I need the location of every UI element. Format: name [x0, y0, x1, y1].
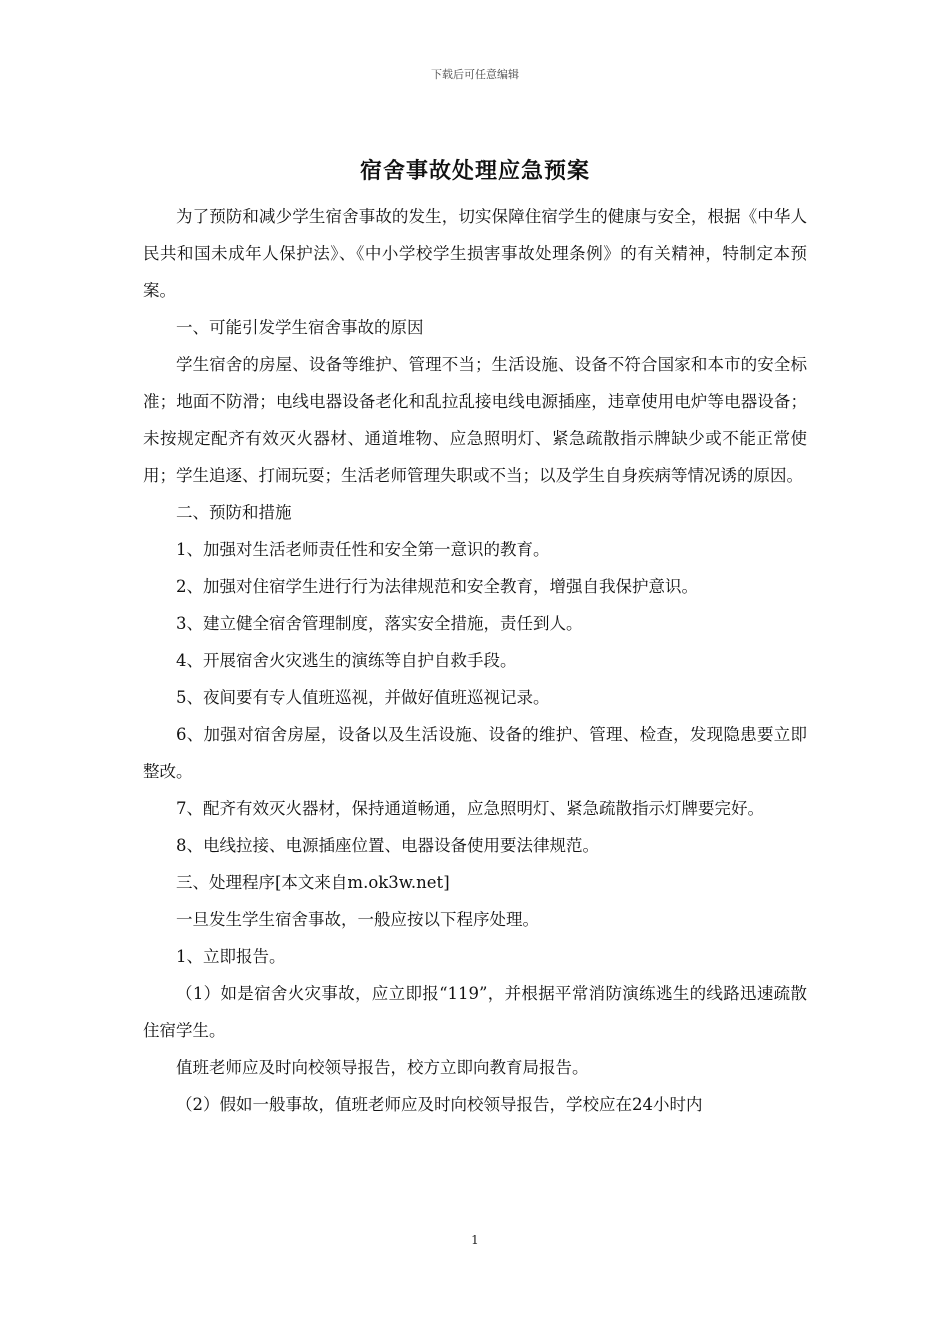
- document-body: [143, 198, 807, 1123]
- list-item: 3、建立健全宿舍管理制度，落实安全措施，责任到人。: [176, 614, 583, 633]
- section-heading: 二、预防和措施: [176, 503, 292, 522]
- paragraph: 一旦发生学生宿舍事故，一般应按以下程序处理。: [176, 910, 539, 929]
- list-item: 5、夜间要有专人值班巡视，并做好值班巡视记录。: [176, 688, 550, 707]
- page-number: 1: [471, 1233, 479, 1247]
- list-item: 1、立即报告。: [176, 947, 286, 966]
- paragraph: （1）如是宿舍火灾事故，应立即报“119”，并根据平常消防演练逃生的线路迅速疏散住宿学生。: [143, 984, 807, 1040]
- paragraph: 值班老师应及时向校领导报告，校方立即向教育局报告。: [176, 1058, 589, 1077]
- list-item: 6、加强对宿舍房屋，设备以及生活设施、设备的维护、管理、检查，发现隐患要立即整改。: [143, 725, 807, 781]
- paragraph: 为了预防和减少学生宿舍事故的发生，切实保障住宿学生的健康与安全，根据《中华人民共和国未成年人保护法》、《中小学校学生损害事故处理条例》的有关精神，特制定本预案。: [143, 207, 807, 300]
- document-title: 宿舍事故处理应急预案: [359, 158, 590, 184]
- list-item: 1、加强对生活老师责任性和安全第一意识的教育。: [176, 540, 550, 559]
- section-heading: 三、处理程序[本文来自m.ok3w.net]: [176, 873, 450, 892]
- header-note: 下载后可任意编辑: [431, 68, 519, 81]
- list-item: 7、配齐有效灭火器材，保持通道畅通，应急照明灯、紧急疏散指示灯牌要完好。: [176, 799, 764, 818]
- list-item: 8、电线拉接、电源插座位置、电器设备使用要法律规范。: [176, 836, 599, 855]
- list-item: 4、开展宿舍火灾逃生的演练等自护自救手段。: [176, 651, 517, 670]
- list-item: 2、加强对住宿学生进行行为法律规范和安全教育，增强自我保护意识。: [176, 577, 698, 596]
- section-heading: 一、可能引发学生宿舍事故的原因: [176, 318, 424, 337]
- paragraph: （2）假如一般事故，值班老师应及时向校领导报告，学校应在24小时内: [176, 1095, 703, 1114]
- paragraph: 学生宿舍的房屋、设备等维护、管理不当；生活设施、设备不符合国家和本市的安全标准；地面不防滑；电线电器设备老化和乱拉乱接电线电源插座，违章使用电炉等电器设备；未按规定配齐有效灭火器材、通道堆物、应急照明灯、紧急疏散指示牌缺少或不能正常使用；学生追逐、打闹玩耍；生活老师管理失职或不当；以及学生自身疾病等情况诱的原因。: [143, 355, 807, 485]
